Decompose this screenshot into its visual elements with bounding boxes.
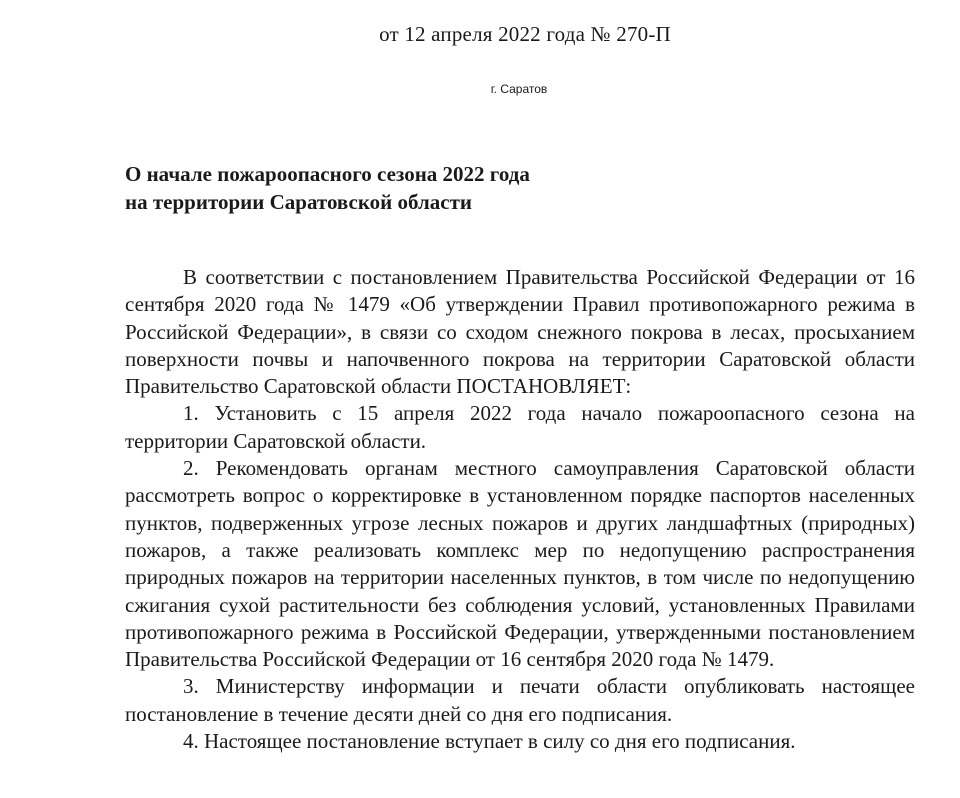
document-title-line-2: на территории Саратовской области <box>125 190 473 214</box>
document-city: г. Саратов <box>490 82 548 96</box>
clause-4-paragraph: 4. Настоящее постановление вступает в силу со дня его подписания. <box>183 729 796 754</box>
clause-2-paragraph: 2. Рекомендовать органам местного самоуправления Саратовской области рассмотреть вопрос о корректировке в установленном порядке паспортов населенных пунктов, подверженных угрозе лесных пожаров и других ландшафтных (природных) пожаров, а также реализовать комплекс мер по недопущению распространения природных пожаров на территории населенных пунктов, в том числе по недопущению сжигания сухой растительности без соблюдения условий, установленных Правилами противопожарного режима в Российской Федерации, утвержденными постановлением Правительства Российской Федерации от 16 сентября 2020 года № 1479. <box>125 456 915 672</box>
document-title-line-1: О начале пожароопасного сезона 2022 года <box>125 162 530 186</box>
clause-3-paragraph: 3. Министерству информации и печати области опубликовать настоящее постановление в течение десяти дней со дня его подписания. <box>125 674 915 726</box>
document-date-number: от 12 апреля 2022 года № 270-П <box>379 22 671 46</box>
preamble-paragraph: В соответствии с постановлением Правительства Российской Федерации от 16 сентября 2020 года № 1479 «Об утверждении Правил противопожарного режима в Российской Федерации», в связи со сходом снежного покрова в лесах, просыханием поверхности почвы и напочвенного покрова на территории Саратовской области Правительство Саратовской области ПОСТАНОВЛЯЕТ: <box>125 265 915 399</box>
document-body <box>125 264 915 755</box>
document-title <box>125 160 530 216</box>
clause-1-paragraph: 1. Установить с 15 апреля 2022 года начало пожароопасного сезона на территории Саратовской области. <box>125 401 915 453</box>
